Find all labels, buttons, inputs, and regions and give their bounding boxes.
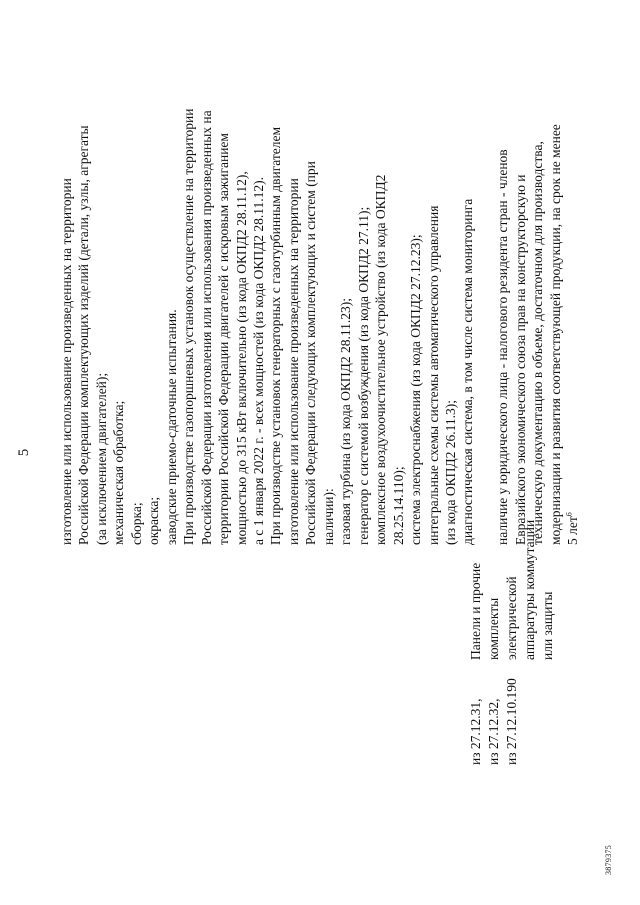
requirement-line: а с 1 января 2022 г. - всех мощностей (из кода ОКПД2 28.11.12). (250, 176, 266, 545)
requirement-line: изготовление или использование произведенных на территории (59, 178, 74, 545)
requirement-line: генератор с системой возбуждения (из кода ОКПД2 27.11); (355, 206, 371, 545)
requirement-line: интегральные схемы системы автоматического управления (425, 205, 441, 545)
requirement-line: (из кода ОКПД2 26.11.3); (442, 400, 458, 545)
okpd2-code-line: из 27.12.10.190 (504, 678, 519, 765)
requirement-line: комплексное воздухоочистительное устройство (из кода ОКПД2 (373, 174, 389, 545)
requirement-line (477, 55, 494, 545)
requirement-line: модернизации и развития соответствующей продукции, на срок не менее (547, 124, 563, 545)
requirement-line: механическая обработка; (111, 400, 127, 545)
requirement-last-line (564, 55, 581, 545)
requirement-last-line-text: 5 лет (565, 516, 581, 545)
requirement-line: Евразийского экономического союза прав на конструкторскую и (512, 174, 528, 545)
okpd2-code-line: из 27.12.32, (486, 698, 501, 765)
requirement-line: система электроснабжения (из кода ОКПД2 27.12.23); (408, 234, 424, 545)
requirement-line: Российской Федерации комплектующих изделий (детали, узлы, агрегаты (76, 125, 92, 545)
requirement-line: диагностическая система, в том числе система мониторинга (460, 198, 476, 545)
requirement-line: мощностью до 315 кВт включительно (из кода ОКПД2 28.11.12), (233, 171, 249, 545)
requirement-line: территории Российской Федерации двигателей с искровым зажиганием (216, 133, 232, 545)
requirement-line: наличии): (320, 488, 336, 545)
requirement-line: Российской Федерации изготовления или использования произведенных на (198, 110, 214, 545)
footnote-marker: 6 (564, 512, 574, 517)
requirements-cell (58, 55, 582, 545)
requirement-line: Российской Федерации следующих комплектующих и систем (при (303, 161, 319, 545)
requirement-line: 28.25.14.110); (390, 466, 406, 545)
requirement-line: окраска; (146, 496, 162, 545)
page-number: 5 (16, 448, 32, 457)
okpd2-code-line: из 27.12.31, (468, 698, 483, 765)
requirement-line: При производстве установок генераторных с газотурбинным двигателем (268, 126, 284, 545)
document-id: 3879375 (604, 844, 613, 875)
requirement-line: газовая турбина (из кода ОКПД2 28.11.23); (338, 298, 354, 545)
requirement-line: наличие у юридического лица - налогового резидента стран - членов (495, 149, 511, 545)
product-name-line: аппаратуры коммутации (522, 519, 537, 660)
requirement-line: техническую документацию в объеме, достаточном для производства, (530, 141, 546, 545)
product-name-line: электрической (504, 576, 519, 660)
product-name-line: или защиты (540, 591, 555, 660)
requirement-line: При производстве газопоршневых установок осуществление на территории (181, 108, 197, 545)
product-name-line: комплекты (486, 597, 501, 660)
requirement-line: (за исключением двигателей); (93, 372, 109, 545)
requirement-line: изготовление или использование произведенных на территории (285, 178, 301, 545)
requirement-line: сборка; (128, 502, 144, 545)
product-name-line: Панели и прочие (468, 562, 483, 660)
okpd2-code-cell (467, 670, 521, 765)
requirement-line: заводские приемо-сдаточные испытания. (163, 309, 179, 545)
